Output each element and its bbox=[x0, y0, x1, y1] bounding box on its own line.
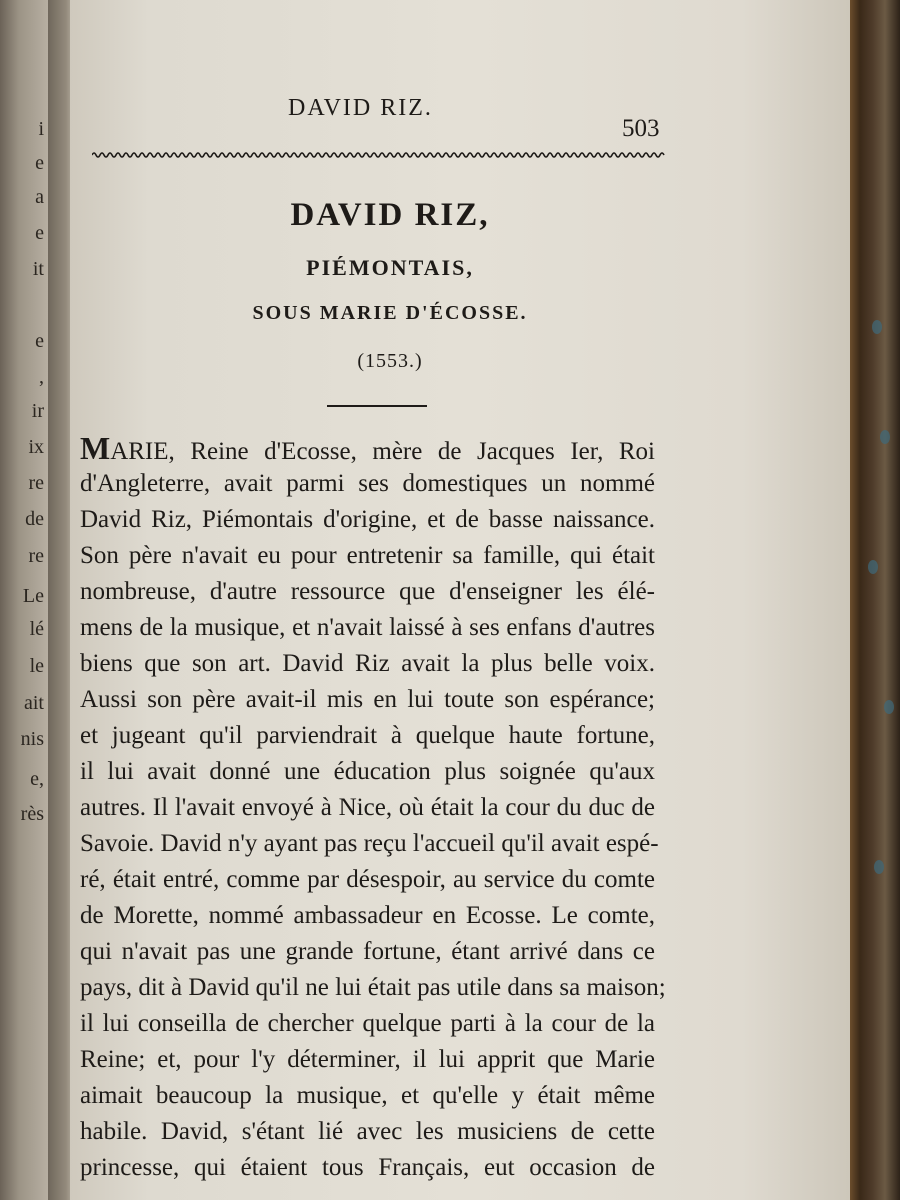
header-wavy-rule bbox=[92, 149, 667, 161]
text-line: mens de la musique, et n'avait laissé à ses enfans d'autres bbox=[80, 614, 655, 641]
left-page-fragment: e, bbox=[30, 768, 44, 790]
left-page-fragment: nis bbox=[20, 728, 44, 750]
chapter-subtitle: PIÉMONTAIS, bbox=[306, 255, 474, 280]
marbled-pattern-spot bbox=[884, 700, 894, 714]
left-page-fragment: le bbox=[29, 655, 44, 677]
left-page-fragment: re bbox=[28, 545, 44, 567]
text-line: biens que son art. David Riz avait la plus belle voix. bbox=[80, 650, 655, 677]
left-page-fragment: a bbox=[35, 186, 44, 208]
text-line: il lui avait donné une éducation plus soignée qu'aux bbox=[80, 758, 655, 785]
marbled-pattern-spot bbox=[868, 560, 878, 574]
text-line: David Riz, Piémontais d'origine, et de basse naissance. bbox=[80, 506, 655, 533]
text-line: pays, dit à David qu'il ne lui était pas utile dans sa maison; bbox=[80, 974, 666, 1001]
text-line: de Morette, nommé ambassadeur en Ecosse. Le comte, bbox=[80, 902, 655, 929]
left-page-fragment: rès bbox=[20, 803, 44, 825]
text-line: nombreuse, d'autre ressource que d'enseigner les élé- bbox=[80, 578, 655, 605]
text-line: il lui conseilla de chercher quelque parti à la cour de la bbox=[80, 1010, 655, 1037]
book-page bbox=[70, 0, 860, 1200]
text-line: Reine; et, pour l'y déterminer, il lui apprit que Marie bbox=[80, 1046, 655, 1073]
text-line: autres. Il l'avait envoyé à Nice, où était la cour du duc de bbox=[80, 794, 655, 821]
text-line: princesse, qui étaient tous Français, eut occasion de bbox=[80, 1154, 655, 1181]
left-page-fragment: Le bbox=[22, 585, 44, 607]
marbled-pattern-spot bbox=[872, 320, 882, 334]
left-page-fragment: e bbox=[35, 152, 44, 174]
left-page-fragment: ir bbox=[31, 400, 44, 422]
left-page-fragment: ait bbox=[24, 692, 44, 714]
marbled-pattern-spot bbox=[874, 860, 884, 874]
page-number: 503 bbox=[622, 115, 660, 142]
left-page-fragment: e bbox=[35, 330, 44, 352]
left-page-fragment: it bbox=[32, 258, 44, 280]
left-page-edge bbox=[0, 0, 48, 1200]
drop-cap: M bbox=[80, 430, 111, 466]
text-line: Son père n'avait eu pour entretenir sa famille, qui était bbox=[80, 542, 655, 569]
chapter-subtitle: SOUS MARIE D'ÉCOSSE. bbox=[252, 302, 528, 324]
left-page-fragment: ix bbox=[28, 436, 44, 458]
text-line: habile. David, s'étant lié avec les musiciens de cette bbox=[80, 1118, 655, 1145]
text-line: MARIE, Reine d'Ecosse, mère de Jacques Ier, Roi bbox=[80, 430, 655, 466]
text-line: qui n'avait pas une grande fortune, étant arrivé dans ce bbox=[80, 938, 655, 965]
text-line: Savoie. David n'y ayant pas reçu l'accueil qu'il avait espé- bbox=[80, 830, 659, 857]
left-page-fragment: , bbox=[39, 366, 44, 388]
text-line: Aussi son père avait-il mis en lui toute son espérance; bbox=[80, 686, 655, 713]
text-line: et jugeant qu'il parviendrait à quelque haute fortune, bbox=[80, 722, 655, 749]
left-page-fragment: de bbox=[25, 508, 44, 530]
title-divider-rule bbox=[327, 405, 427, 407]
marbled-pattern-spot bbox=[880, 430, 890, 444]
left-page-fragment: i bbox=[38, 118, 44, 140]
running-head: DAVID RIZ. bbox=[288, 95, 433, 121]
chapter-title: DAVID RIZ, bbox=[290, 197, 490, 233]
left-page-fragment: re bbox=[28, 472, 44, 494]
text-line: ré, était entré, comme par désespoir, au service du comte bbox=[80, 866, 655, 893]
book-cover-edge bbox=[850, 0, 900, 1200]
text-line: aimait beaucoup la musique, et qu'elle y était même bbox=[80, 1082, 655, 1109]
text-line: d'Angleterre, avait parmi ses domestiques un nommé bbox=[80, 470, 655, 497]
left-page-fragment: lé bbox=[29, 618, 44, 640]
left-page-fragment: e bbox=[35, 222, 44, 244]
chapter-date: (1553.) bbox=[357, 350, 423, 372]
